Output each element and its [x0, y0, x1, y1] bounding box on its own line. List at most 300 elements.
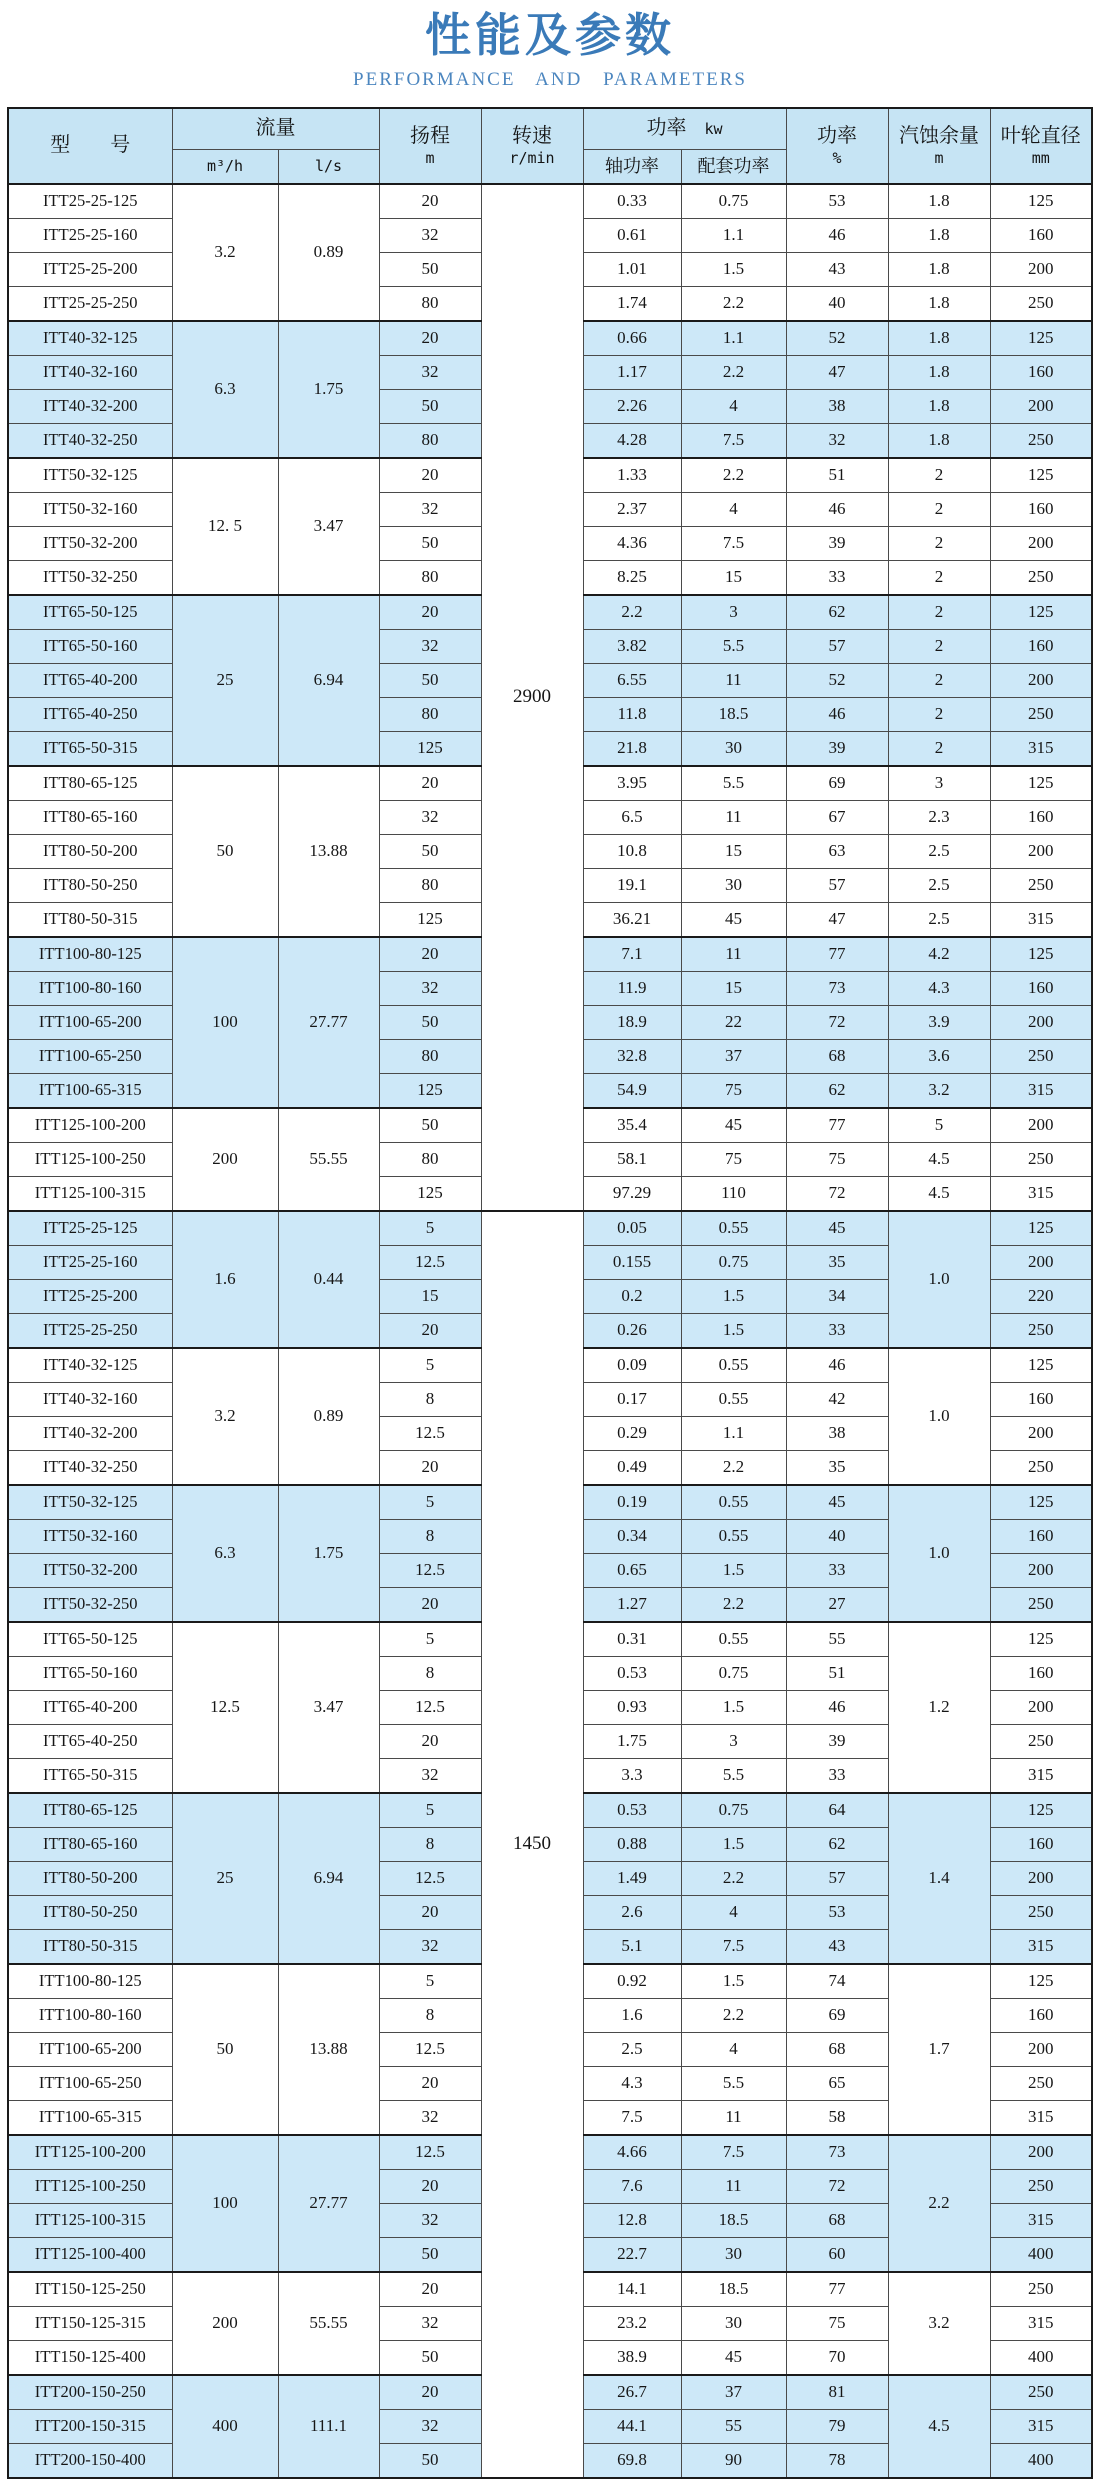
cell-npsh: 2: [888, 560, 990, 595]
cell-model: ITT25-25-125: [8, 1211, 172, 1246]
cell-head: 8: [379, 1382, 481, 1416]
cell-npsh: 1.8: [888, 252, 990, 286]
cell-matched-power: 0.55: [681, 1622, 786, 1657]
cell-head: 50: [379, 2237, 481, 2272]
cell-npsh: 2: [888, 697, 990, 731]
cell-impeller: 160: [990, 1656, 1092, 1690]
cell-flow-ls: 0.89: [278, 184, 379, 321]
cell-model: ITT80-65-160: [8, 800, 172, 834]
header-speed: [481, 108, 583, 184]
cell-flow-m3h: 400: [172, 2375, 278, 2478]
cell-head: 12.5: [379, 1245, 481, 1279]
cell-model: ITT25-25-160: [8, 218, 172, 252]
cell-efficiency: 46: [786, 492, 888, 526]
cell-npsh: 1.0: [888, 1485, 990, 1622]
cell-efficiency: 40: [786, 1519, 888, 1553]
cell-impeller: 200: [990, 2032, 1092, 2066]
cell-efficiency: 75: [786, 2306, 888, 2340]
cell-efficiency: 53: [786, 184, 888, 219]
cell-head: 50: [379, 2340, 481, 2375]
cell-matched-power: 4: [681, 389, 786, 423]
table-header: [8, 108, 1092, 184]
cell-head: 80: [379, 286, 481, 321]
cell-model: ITT100-65-250: [8, 2066, 172, 2100]
cell-model: ITT65-50-160: [8, 629, 172, 663]
cell-impeller: 250: [990, 1039, 1092, 1073]
cell-efficiency: 58: [786, 2100, 888, 2135]
cell-efficiency: 79: [786, 2409, 888, 2443]
cell-matched-power: 1.5: [681, 1964, 786, 1999]
cell-impeller: 125: [990, 937, 1092, 972]
cell-model: ITT40-32-250: [8, 423, 172, 458]
cell-flow-m3h: 3.2: [172, 1348, 278, 1485]
cell-efficiency: 77: [786, 937, 888, 972]
cell-head: 80: [379, 423, 481, 458]
cell-model: ITT150-125-315: [8, 2306, 172, 2340]
cell-matched-power: 7.5: [681, 526, 786, 560]
cell-npsh: 2: [888, 458, 990, 493]
cell-matched-power: 0.55: [681, 1485, 786, 1520]
cell-efficiency: 39: [786, 526, 888, 560]
cell-impeller: 315: [990, 1758, 1092, 1793]
cell-model: ITT65-40-200: [8, 663, 172, 697]
cell-matched-power: 18.5: [681, 2203, 786, 2237]
cell-impeller: 250: [990, 2066, 1092, 2100]
cell-model: ITT50-32-250: [8, 1587, 172, 1622]
header-npsh-unit: m: [934, 148, 944, 167]
cell-impeller: 315: [990, 1176, 1092, 1211]
cell-efficiency: 47: [786, 902, 888, 937]
cell-matched-power: 2.2: [681, 1587, 786, 1622]
table-body: [8, 184, 1092, 2478]
cell-impeller: 315: [990, 2306, 1092, 2340]
cell-impeller: 200: [990, 834, 1092, 868]
cell-shaft-power: 0.2: [583, 1279, 681, 1313]
cell-efficiency: 47: [786, 355, 888, 389]
cell-model: ITT80-65-125: [8, 766, 172, 801]
cell-shaft-power: 1.33: [583, 458, 681, 493]
cell-matched-power: 2.2: [681, 355, 786, 389]
cell-shaft-power: 21.8: [583, 731, 681, 766]
cell-npsh: 2: [888, 595, 990, 630]
cell-efficiency: 52: [786, 663, 888, 697]
cell-efficiency: 73: [786, 971, 888, 1005]
cell-npsh: 1.8: [888, 355, 990, 389]
cell-efficiency: 65: [786, 2066, 888, 2100]
cell-efficiency: 72: [786, 1176, 888, 1211]
cell-head: 20: [379, 937, 481, 972]
cell-flow-ls: 1.75: [278, 321, 379, 458]
cell-shaft-power: 5.1: [583, 1929, 681, 1964]
cell-shaft-power: 3.95: [583, 766, 681, 801]
cell-npsh: 1.0: [888, 1211, 990, 1348]
cell-efficiency: 60: [786, 2237, 888, 2272]
cell-npsh: 2.5: [888, 834, 990, 868]
cell-shaft-power: 14.1: [583, 2272, 681, 2307]
cell-matched-power: 1.1: [681, 1416, 786, 1450]
cell-head: 80: [379, 1039, 481, 1073]
cell-matched-power: 1.1: [681, 321, 786, 356]
cell-shaft-power: 0.88: [583, 1827, 681, 1861]
cell-efficiency: 62: [786, 1827, 888, 1861]
cell-head: 12.5: [379, 1416, 481, 1450]
cell-flow-ls: 27.77: [278, 2135, 379, 2272]
cell-impeller: 200: [990, 1553, 1092, 1587]
cell-efficiency: 78: [786, 2443, 888, 2478]
cell-efficiency: 46: [786, 218, 888, 252]
cell-shaft-power: 10.8: [583, 834, 681, 868]
cell-shaft-power: 0.49: [583, 1450, 681, 1485]
cell-shaft-power: 36.21: [583, 902, 681, 937]
cell-efficiency: 69: [786, 766, 888, 801]
cell-impeller: 160: [990, 355, 1092, 389]
cell-matched-power: 3: [681, 1724, 786, 1758]
cell-shaft-power: 97.29: [583, 1176, 681, 1211]
cell-npsh: 2: [888, 731, 990, 766]
cell-impeller: 200: [990, 1861, 1092, 1895]
cell-impeller: 125: [990, 321, 1092, 356]
cell-impeller: 160: [990, 1519, 1092, 1553]
cell-impeller: 250: [990, 1142, 1092, 1176]
cell-shaft-power: 4.28: [583, 423, 681, 458]
cell-efficiency: 46: [786, 697, 888, 731]
cell-head: 20: [379, 184, 481, 219]
cell-model: ITT50-32-160: [8, 492, 172, 526]
cell-efficiency: 77: [786, 1108, 888, 1143]
cell-impeller: 250: [990, 1313, 1092, 1348]
header-efficiency-label: 功率: [817, 124, 857, 147]
cell-npsh: 5: [888, 1108, 990, 1143]
cell-shaft-power: 0.92: [583, 1964, 681, 1999]
cell-model: ITT25-25-250: [8, 1313, 172, 1348]
cell-efficiency: 42: [786, 1382, 888, 1416]
cell-shaft-power: 35.4: [583, 1108, 681, 1143]
cell-model: ITT65-50-315: [8, 1758, 172, 1793]
cell-shaft-power: 0.53: [583, 1793, 681, 1828]
cell-model: ITT80-50-250: [8, 868, 172, 902]
cell-matched-power: 22: [681, 1005, 786, 1039]
cell-impeller: 315: [990, 1929, 1092, 1964]
cell-model: ITT125-100-315: [8, 2203, 172, 2237]
cell-impeller: 125: [990, 184, 1092, 219]
cell-head: 12.5: [379, 1553, 481, 1587]
cell-efficiency: 39: [786, 1724, 888, 1758]
cell-npsh: 1.8: [888, 423, 990, 458]
cell-head: 80: [379, 560, 481, 595]
cell-flow-ls: 3.47: [278, 458, 379, 595]
cell-model: ITT100-65-250: [8, 1039, 172, 1073]
cell-npsh: 1.4: [888, 1793, 990, 1964]
cell-head: 20: [379, 2375, 481, 2410]
cell-head: 125: [379, 1073, 481, 1108]
cell-impeller: 125: [990, 1622, 1092, 1657]
cell-matched-power: 11: [681, 800, 786, 834]
cell-npsh: 2: [888, 663, 990, 697]
cell-impeller: 200: [990, 2135, 1092, 2170]
cell-head: 50: [379, 2443, 481, 2478]
cell-impeller: 200: [990, 1690, 1092, 1724]
cell-efficiency: 32: [786, 423, 888, 458]
cell-impeller: 160: [990, 971, 1092, 1005]
cell-shaft-power: 3.82: [583, 629, 681, 663]
cell-efficiency: 74: [786, 1964, 888, 1999]
cell-shaft-power: 3.3: [583, 1758, 681, 1793]
cell-flow-m3h: 50: [172, 766, 278, 937]
cell-npsh: 4.5: [888, 1176, 990, 1211]
cell-npsh: 2.3: [888, 800, 990, 834]
cell-impeller: 250: [990, 286, 1092, 321]
cell-efficiency: 34: [786, 1279, 888, 1313]
cell-impeller: 125: [990, 458, 1092, 493]
cell-matched-power: 7.5: [681, 423, 786, 458]
cell-efficiency: 57: [786, 1861, 888, 1895]
cell-efficiency: 35: [786, 1450, 888, 1485]
cell-matched-power: 1.5: [681, 1279, 786, 1313]
cell-head: 20: [379, 2169, 481, 2203]
cell-npsh: 3.2: [888, 1073, 990, 1108]
cell-impeller: 200: [990, 1245, 1092, 1279]
cell-matched-power: 0.55: [681, 1519, 786, 1553]
cell-model: ITT100-65-315: [8, 2100, 172, 2135]
cell-matched-power: 15: [681, 971, 786, 1005]
cell-model: ITT200-150-315: [8, 2409, 172, 2443]
cell-head: 80: [379, 697, 481, 731]
cell-shaft-power: 12.8: [583, 2203, 681, 2237]
cell-model: ITT100-80-160: [8, 1998, 172, 2032]
cell-model: ITT80-50-200: [8, 834, 172, 868]
cell-shaft-power: 11.8: [583, 697, 681, 731]
cell-model: ITT65-50-315: [8, 731, 172, 766]
cell-efficiency: 81: [786, 2375, 888, 2410]
cell-flow-ls: 13.88: [278, 1964, 379, 2135]
cell-head: 5: [379, 1964, 481, 1999]
cell-npsh: 1.8: [888, 389, 990, 423]
cell-matched-power: 30: [681, 731, 786, 766]
cell-matched-power: 5.5: [681, 629, 786, 663]
cell-model: ITT40-32-125: [8, 321, 172, 356]
cell-efficiency: 46: [786, 1348, 888, 1383]
cell-npsh: 1.8: [888, 286, 990, 321]
header-impeller-label: 叶轮直径: [1000, 124, 1081, 147]
cell-matched-power: 37: [681, 2375, 786, 2410]
cell-npsh: 2: [888, 526, 990, 560]
cell-flow-ls: 55.55: [278, 1108, 379, 1211]
header-shaft-power: [583, 149, 681, 184]
cell-shaft-power: 54.9: [583, 1073, 681, 1108]
cell-matched-power: 110: [681, 1176, 786, 1211]
cell-efficiency: 43: [786, 252, 888, 286]
cell-impeller: 250: [990, 697, 1092, 731]
cell-model: ITT100-80-160: [8, 971, 172, 1005]
cell-npsh: 2: [888, 629, 990, 663]
cell-shaft-power: 2.6: [583, 1895, 681, 1929]
cell-shaft-power: 4.36: [583, 526, 681, 560]
cell-model: ITT80-50-200: [8, 1861, 172, 1895]
cell-efficiency: 68: [786, 1039, 888, 1073]
cell-head: 5: [379, 1348, 481, 1383]
cell-efficiency: 33: [786, 1313, 888, 1348]
cell-matched-power: 55: [681, 2409, 786, 2443]
cell-npsh: 3: [888, 766, 990, 801]
cell-efficiency: 62: [786, 1073, 888, 1108]
cell-impeller: 250: [990, 560, 1092, 595]
cell-flow-ls: 6.94: [278, 1793, 379, 1964]
cell-head: 20: [379, 766, 481, 801]
cell-model: ITT25-25-125: [8, 184, 172, 219]
cell-efficiency: 38: [786, 389, 888, 423]
cell-matched-power: 75: [681, 1142, 786, 1176]
performance-parameters-table: [7, 107, 1093, 2479]
cell-efficiency: 73: [786, 2135, 888, 2170]
cell-efficiency: 55: [786, 1622, 888, 1657]
cell-head: 8: [379, 1998, 481, 2032]
cell-head: 125: [379, 731, 481, 766]
cell-head: 32: [379, 218, 481, 252]
cell-head: 5: [379, 1485, 481, 1520]
cell-shaft-power: 0.09: [583, 1348, 681, 1383]
cell-shaft-power: 0.05: [583, 1211, 681, 1246]
cell-matched-power: 5.5: [681, 2066, 786, 2100]
cell-head: 50: [379, 252, 481, 286]
cell-efficiency: 72: [786, 1005, 888, 1039]
cell-model: ITT150-125-400: [8, 2340, 172, 2375]
cell-npsh: 2.5: [888, 902, 990, 937]
cell-matched-power: 11: [681, 2100, 786, 2135]
cell-impeller: 160: [990, 1382, 1092, 1416]
cell-matched-power: 0.75: [681, 1793, 786, 1828]
cell-shaft-power: 23.2: [583, 2306, 681, 2340]
cell-impeller: 200: [990, 1416, 1092, 1450]
cell-shaft-power: 1.6: [583, 1998, 681, 2032]
cell-matched-power: 7.5: [681, 1929, 786, 1964]
cell-shaft-power: 22.7: [583, 2237, 681, 2272]
cell-flow-m3h: 50: [172, 1964, 278, 2135]
cell-model: ITT40-32-200: [8, 389, 172, 423]
cell-shaft-power: 0.19: [583, 1485, 681, 1520]
cell-npsh: 1.0: [888, 1348, 990, 1485]
cell-shaft-power: 6.5: [583, 800, 681, 834]
cell-impeller: 160: [990, 1827, 1092, 1861]
table-row: [8, 1211, 1092, 1246]
cell-shaft-power: 1.74: [583, 286, 681, 321]
cell-head: 32: [379, 1929, 481, 1964]
header-flow: [172, 108, 379, 150]
cell-model: ITT100-80-125: [8, 937, 172, 972]
cell-flow-m3h: 25: [172, 595, 278, 766]
cell-npsh: 2.5: [888, 868, 990, 902]
cell-impeller: 125: [990, 1793, 1092, 1828]
cell-shaft-power: 0.17: [583, 1382, 681, 1416]
cell-shaft-power: 4.66: [583, 2135, 681, 2170]
cell-head: 20: [379, 595, 481, 630]
cell-npsh: 2.2: [888, 2135, 990, 2272]
cell-shaft-power: 19.1: [583, 868, 681, 902]
cell-efficiency: 46: [786, 1690, 888, 1724]
cell-efficiency: 27: [786, 1587, 888, 1622]
header-matched-power: [681, 149, 786, 184]
cell-impeller: 160: [990, 1998, 1092, 2032]
cell-shaft-power: 32.8: [583, 1039, 681, 1073]
cell-flow-m3h: 100: [172, 937, 278, 1108]
cell-head: 32: [379, 2409, 481, 2443]
cell-matched-power: 3: [681, 595, 786, 630]
cell-npsh: 3.6: [888, 1039, 990, 1073]
cell-efficiency: 53: [786, 1895, 888, 1929]
cell-npsh: 1.8: [888, 321, 990, 356]
cell-npsh: 4.3: [888, 971, 990, 1005]
cell-efficiency: 35: [786, 1245, 888, 1279]
cell-matched-power: 1.5: [681, 1827, 786, 1861]
cell-shaft-power: 0.33: [583, 184, 681, 219]
cell-model: ITT25-25-200: [8, 1279, 172, 1313]
header-npsh-label: 汽蚀余量: [899, 124, 979, 147]
cell-efficiency: 45: [786, 1211, 888, 1246]
cell-flow-m3h: 12.5: [172, 1622, 278, 1793]
cell-flow-m3h: 100: [172, 2135, 278, 2272]
cell-flow-ls: 3.47: [278, 1622, 379, 1793]
cell-shaft-power: 2.5: [583, 2032, 681, 2066]
cell-model: ITT25-25-250: [8, 286, 172, 321]
cell-shaft-power: 0.31: [583, 1622, 681, 1657]
cell-shaft-power: 6.55: [583, 663, 681, 697]
cell-model: ITT65-50-125: [8, 595, 172, 630]
cell-head: 20: [379, 1724, 481, 1758]
cell-shaft-power: 1.01: [583, 252, 681, 286]
cell-shaft-power: 7.5: [583, 2100, 681, 2135]
cell-head: 125: [379, 1176, 481, 1211]
cell-shaft-power: 7.6: [583, 2169, 681, 2203]
cell-matched-power: 1.5: [681, 1690, 786, 1724]
cell-model: ITT100-65-200: [8, 1005, 172, 1039]
cell-shaft-power: 0.34: [583, 1519, 681, 1553]
cell-shaft-power: 0.26: [583, 1313, 681, 1348]
cell-model: ITT80-50-315: [8, 1929, 172, 1964]
cell-head: 8: [379, 1519, 481, 1553]
cell-matched-power: 2.2: [681, 1998, 786, 2032]
cell-impeller: 250: [990, 1895, 1092, 1929]
cell-head: 32: [379, 971, 481, 1005]
cell-shaft-power: 0.93: [583, 1690, 681, 1724]
header-power-label: 功率: [646, 117, 687, 140]
cell-npsh: 4.2: [888, 937, 990, 972]
cell-model: ITT125-100-400: [8, 2237, 172, 2272]
cell-impeller: 125: [990, 595, 1092, 630]
cell-model: ITT40-32-125: [8, 1348, 172, 1383]
header-flow-m3h: [172, 149, 278, 184]
cell-matched-power: 45: [681, 902, 786, 937]
cell-impeller: 250: [990, 1724, 1092, 1758]
cell-efficiency: 63: [786, 834, 888, 868]
cell-matched-power: 0.55: [681, 1211, 786, 1246]
cell-matched-power: 30: [681, 868, 786, 902]
cell-shaft-power: 18.9: [583, 1005, 681, 1039]
cell-matched-power: 0.75: [681, 184, 786, 219]
cell-matched-power: 4: [681, 2032, 786, 2066]
cell-impeller: 220: [990, 1279, 1092, 1313]
cell-matched-power: 2.2: [681, 1861, 786, 1895]
cell-matched-power: 37: [681, 1039, 786, 1073]
cell-flow-m3h: 6.3: [172, 321, 278, 458]
cell-matched-power: 4: [681, 492, 786, 526]
cell-efficiency: 33: [786, 1758, 888, 1793]
cell-shaft-power: 1.17: [583, 355, 681, 389]
cell-shaft-power: 7.1: [583, 937, 681, 972]
cell-impeller: 315: [990, 2409, 1092, 2443]
cell-efficiency: 57: [786, 629, 888, 663]
cell-npsh: 2: [888, 492, 990, 526]
cell-impeller: 400: [990, 2340, 1092, 2375]
cell-shaft-power: 69.8: [583, 2443, 681, 2478]
